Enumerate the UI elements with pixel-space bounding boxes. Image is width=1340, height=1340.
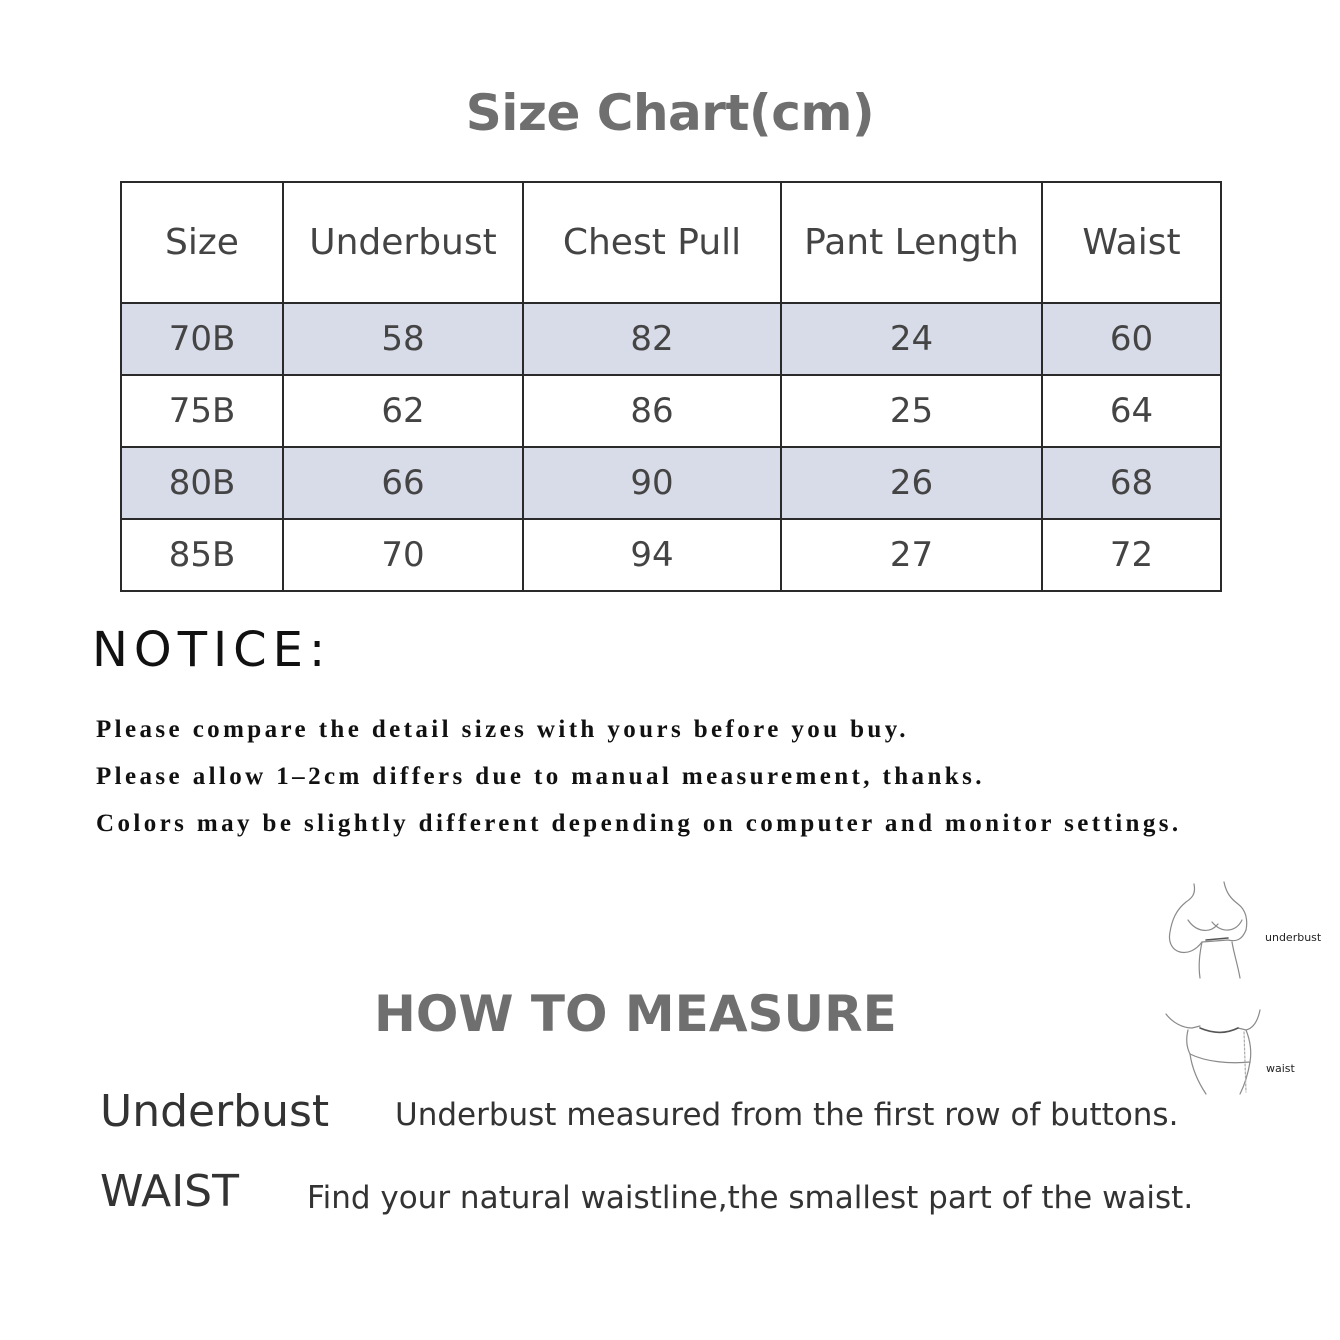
table-cell: 24	[781, 303, 1042, 375]
table-cell: 27	[781, 519, 1042, 591]
notice-line: Please allow 1–2cm differs due to manual measurement, thanks.	[96, 763, 985, 790]
notice-line: Colors may be slightly different depending on computer and monitor settings.	[96, 810, 1182, 837]
measure-term-underbust: Underbust	[100, 1086, 330, 1137]
table-cell: 82	[523, 303, 781, 375]
column-header-chest-pull: Chest Pull	[523, 182, 781, 303]
measure-term-waist: WAIST	[100, 1166, 239, 1217]
table-cell: 72	[1042, 519, 1221, 591]
waist-figure-icon	[1160, 1004, 1270, 1096]
underbust-figure-icon	[1166, 880, 1256, 980]
table-cell: 62	[283, 375, 523, 447]
table-cell: 70	[283, 519, 523, 591]
table-row	[121, 375, 1221, 447]
table-row	[121, 303, 1221, 375]
table-cell: 60	[1042, 303, 1221, 375]
size-chart-table	[120, 181, 1222, 592]
column-header-size: Size	[121, 182, 283, 303]
notice-line: Please compare the detail sizes with yours before you buy.	[96, 716, 909, 743]
table-cell: 64	[1042, 375, 1221, 447]
table-cell: 26	[781, 447, 1042, 519]
table-cell: 86	[523, 375, 781, 447]
table-cell: 90	[523, 447, 781, 519]
table-row	[121, 519, 1221, 591]
table-cell: 75B	[121, 375, 283, 447]
table-cell: 66	[283, 447, 523, 519]
measure-description-underbust: Underbust measured from the first row of buttons.	[395, 1097, 1179, 1133]
table-cell: 94	[523, 519, 781, 591]
page-title: Size Chart(cm)	[465, 84, 875, 142]
notice-heading: NOTICE:	[92, 622, 332, 678]
column-header-waist: Waist	[1042, 182, 1221, 303]
table-cell: 80B	[121, 447, 283, 519]
waist-figure-label: waist	[1266, 1062, 1295, 1075]
table-row	[121, 447, 1221, 519]
table-cell: 58	[283, 303, 523, 375]
column-header-pant-length: Pant Length	[781, 182, 1042, 303]
table-cell: 68	[1042, 447, 1221, 519]
table-cell: 70B	[121, 303, 283, 375]
column-header-underbust: Underbust	[283, 182, 523, 303]
measure-description-waist: Find your natural waistline,the smallest part of the waist.	[307, 1180, 1194, 1216]
how-to-measure-title: HOW TO MEASURE	[374, 985, 897, 1043]
table-cell: 85B	[121, 519, 283, 591]
underbust-figure-label: underbust	[1265, 931, 1322, 944]
table-header-row	[121, 182, 1221, 303]
table-cell: 25	[781, 375, 1042, 447]
